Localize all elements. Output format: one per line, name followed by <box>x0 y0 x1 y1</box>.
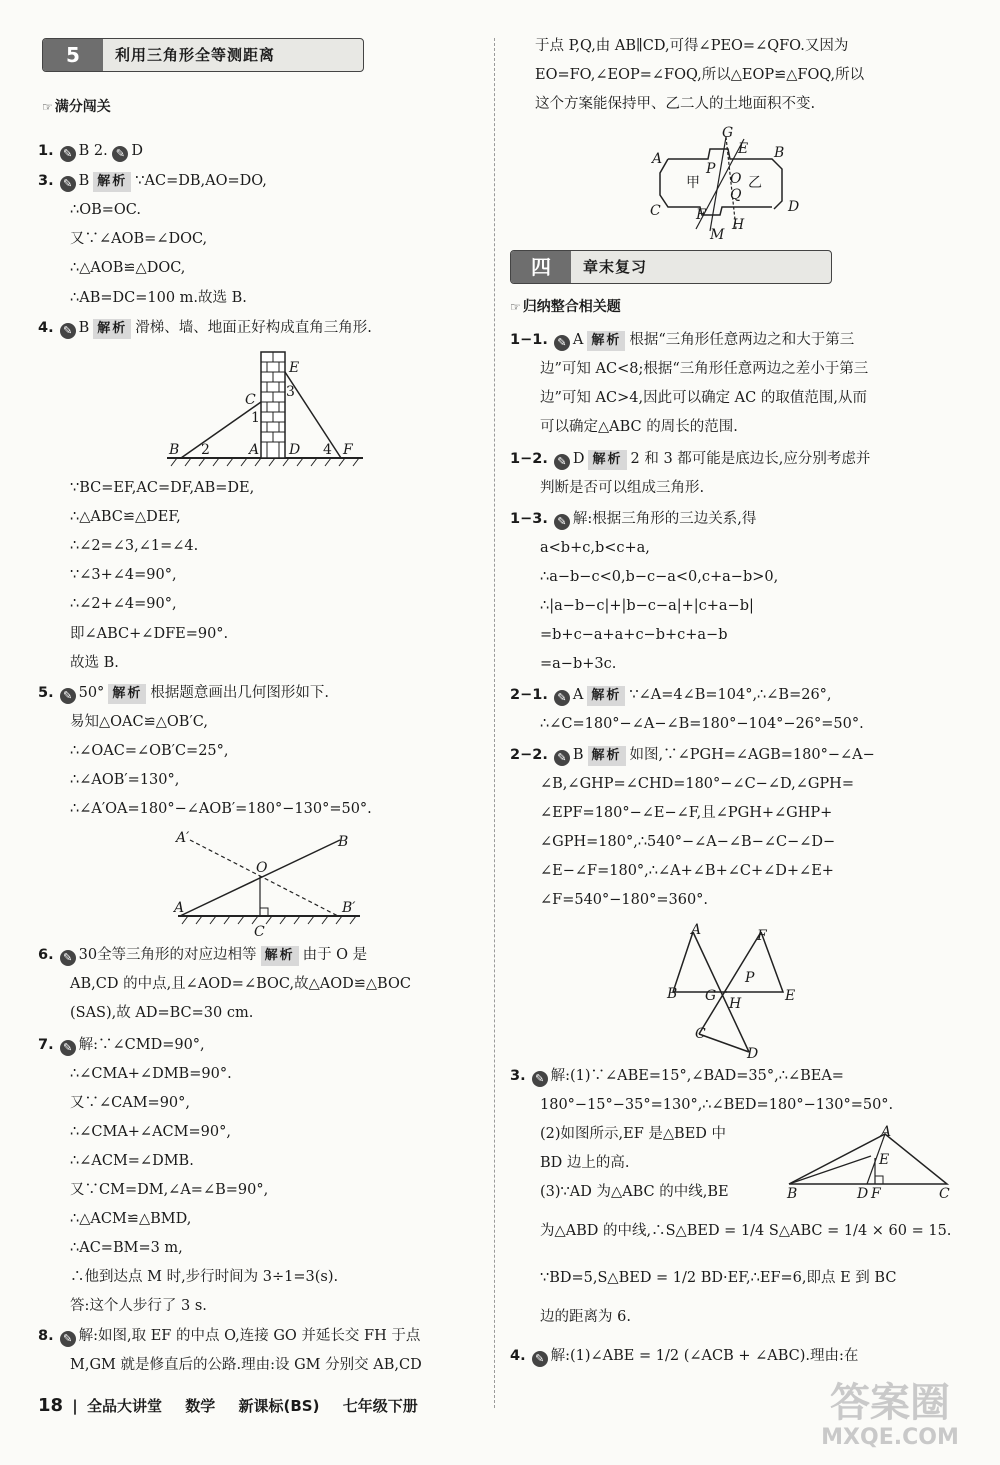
q4-label-4: 4 <box>323 442 332 458</box>
q4-label-2: 2 <box>201 442 210 458</box>
answer-line <box>540 890 708 910</box>
line-text: 故选 B. <box>70 655 119 671</box>
figure-q5-ladder <box>170 828 370 938</box>
line-text: 易知△OAC≌△OB′C, <box>70 714 208 730</box>
answer-line <box>70 624 228 644</box>
line-text: :如图,取 EF 的中点 O,连接 GO 并延长交 FH 于点 <box>93 1328 421 1344</box>
watermark-text: 答案圈 <box>830 1380 950 1426</box>
q8-label-yi: 乙 <box>748 175 762 191</box>
q8-label-m: M <box>710 227 725 243</box>
analysis-tag: 解析 <box>587 686 625 706</box>
line-text: 边的距离为 6. <box>540 1309 631 1325</box>
line-text: 即∠ABC+∠DFE=90°. <box>70 626 229 642</box>
answer-line <box>70 1093 190 1113</box>
answer-key-icon: ✎ <box>60 146 76 162</box>
answer-line <box>70 1267 338 1287</box>
q4-label-1: 1 <box>251 410 260 426</box>
answer-value: 解 <box>78 1328 94 1344</box>
line-text: ∠F=540°−180°=360°. <box>540 892 709 908</box>
column-divider <box>494 38 495 1408</box>
question-number: 1−1. <box>510 332 548 348</box>
answer-key-icon: ✎ <box>554 690 570 706</box>
analysis-tag: 解析 <box>588 450 626 470</box>
q4-label-f: F <box>343 442 353 458</box>
figure-q4-slide <box>165 350 365 470</box>
line-text: ∴AB=DC=100 m.故选 B. <box>70 290 247 306</box>
answer-line <box>540 654 616 674</box>
answer-key-icon: ✎ <box>60 1331 76 1347</box>
line-text: ∴AC=BM=3 m, <box>70 1240 183 1256</box>
line-text: ∴∠AOB′=130°, <box>70 772 180 788</box>
q4-label-3: 3 <box>286 384 295 400</box>
q5-label-b: B <box>338 834 349 850</box>
answer-line <box>70 507 181 527</box>
line-text-2: 由于 O 是 <box>302 947 368 963</box>
answer-line <box>540 1095 893 1115</box>
answer-line <box>540 1124 726 1144</box>
q4-label-a: A <box>249 442 260 458</box>
answer-line <box>38 1035 205 1056</box>
answer-line <box>70 974 411 994</box>
answer-line <box>510 449 870 470</box>
answer-key-icon: ✎ <box>60 323 76 339</box>
q8-label-p: P <box>706 161 716 177</box>
footer-brand: 全品大讲堂 <box>87 1397 163 1415</box>
answer-line <box>510 1066 844 1087</box>
question-number: 1−3. <box>510 511 548 527</box>
line-text: =a−b+3c. <box>540 656 617 672</box>
answer-key-icon: ✎ <box>554 335 570 351</box>
question-number: 5. <box>38 685 54 701</box>
line-text: 又∵∠AOB=∠DOC, <box>70 231 208 247</box>
fig3-label-d: D <box>857 1186 869 1202</box>
question-number: 3. <box>510 1068 526 1084</box>
analysis-tag: 解析 <box>93 319 131 339</box>
line-text: :(1)∠ABE = 1/2 (∠ACB + ∠ABC).理由:在 <box>565 1348 859 1364</box>
analysis-tag: 解析 <box>108 684 146 704</box>
line-text: ∴∠OAC=∠OB′C=25°, <box>70 743 229 759</box>
answer-key-icon: ✎ <box>532 1071 548 1087</box>
answer-value: 解 <box>78 1037 94 1053</box>
answer-line <box>38 945 367 966</box>
q8-label-q: Q <box>730 187 742 203</box>
watermark-url: MXQE.COM <box>821 1425 959 1450</box>
line-text: ∵BC=EF,AC=DF,AB=DE, <box>70 480 255 496</box>
line-text: ∵∠3+∠4=90°, <box>70 567 177 583</box>
answer-line <box>70 229 207 249</box>
line-text: AB,CD 的中点,且∠AOD=∠BOC,故△AOD≌△BOC <box>70 976 411 992</box>
answer-line <box>70 594 177 614</box>
q8-label-f: F <box>696 207 706 223</box>
fig22-label-p: P <box>745 970 755 986</box>
question-number: 2−2. <box>510 747 548 763</box>
q4-label-b: B <box>169 442 180 458</box>
answer-line <box>540 861 834 881</box>
line-text: 全等三角形的对应边相等 <box>97 947 257 963</box>
answer-line <box>70 1180 268 1200</box>
line-text: :∵∠CMD=90°, <box>93 1037 205 1053</box>
line-text: =b+c−a+a+c−b+c+a−b <box>540 627 728 643</box>
line-text: 为△ABD 的中线,∴S△BED = 1/4 S△ABC = 1/4 × 60 = 15. <box>540 1223 952 1239</box>
answer-line <box>540 596 754 616</box>
line-text: :根据三角形的三边关系,得 <box>587 511 757 527</box>
q8-label-b: B <box>774 145 785 161</box>
q8-label-jia: 甲 <box>686 175 700 191</box>
banner-title: 利用三角形全等测距离 <box>115 46 276 64</box>
answer-line <box>38 1326 420 1347</box>
line-text: ∴OB=OC. <box>70 202 141 218</box>
answer-line <box>540 774 854 794</box>
answer-key-icon: ✎ <box>532 1351 548 1367</box>
answer-key-icon: ✎ <box>112 146 128 162</box>
q8-label-e: E <box>738 141 749 157</box>
answer-line <box>510 509 756 530</box>
review-banner-number: 四 <box>511 251 571 283</box>
line-text: 这个方案能保持甲、乙二人的土地面积不变. <box>535 96 816 112</box>
line-text: ∠E−∠F=180°,∴∠A+∠B+∠C+∠D+∠E+ <box>540 863 834 879</box>
question-number: 3. <box>38 173 54 189</box>
line-text: ∴△ABC≌△DEF, <box>70 509 181 525</box>
answer-key-icon: ✎ <box>60 1040 76 1056</box>
answer-value: A <box>572 687 584 703</box>
answer-line <box>70 478 254 498</box>
line-text: 2 和 3 都可能是底边长,应分别考虑并 <box>630 451 871 467</box>
answer-line <box>38 171 267 192</box>
review-banner <box>510 250 832 284</box>
answer-line <box>540 625 728 645</box>
answer-key-icon: ✎ <box>554 514 570 530</box>
line-text: ∴他到达点 M 时,步行时间为 3÷1=3(s). <box>70 1269 339 1285</box>
answer-line <box>38 318 372 339</box>
line-text: BD 边上的高. <box>540 1155 630 1171</box>
answer-line <box>70 741 229 761</box>
line-text: EO=FO,∠EOP=∠FOQ,所以△EOP≌△FOQ,所以 <box>535 67 865 83</box>
answer-line <box>540 1221 951 1241</box>
answer-line <box>540 388 867 408</box>
q5-label-c: C <box>254 924 265 940</box>
answer-line <box>38 141 143 162</box>
answer-key-icon: ✎ <box>60 688 76 704</box>
answer-value: 30 <box>78 947 98 963</box>
analysis-tag: 解析 <box>588 746 626 766</box>
answer-line <box>70 799 372 819</box>
line-text: ∴∠C=180°−∠A−∠B=180°−104°−26°=50°. <box>540 716 864 732</box>
line-text: a<b+c,b<c+a, <box>540 540 650 556</box>
question-number: 4. <box>510 1348 526 1364</box>
answer-key-icon: ✎ <box>554 454 570 470</box>
answer-line <box>70 258 185 278</box>
q5-label-a: A <box>174 900 185 916</box>
line-text: ∠EPF=180°−∠E−∠F,且∠PGH+∠GHP+ <box>540 805 833 821</box>
site-watermark <box>790 1380 990 1460</box>
section-heading: ☞ 满分闯关 <box>42 96 111 116</box>
analysis-tag: 解析 <box>261 946 299 966</box>
answer-line <box>70 1122 231 1142</box>
fig22-label-c: C <box>695 1026 706 1042</box>
question-number: 4. <box>38 320 54 336</box>
line-text: 判断是否可以组成三角形. <box>540 480 705 496</box>
q8-label-h: H <box>732 217 745 233</box>
figure-q3-triangle <box>785 1122 960 1200</box>
answer-line <box>70 536 198 556</box>
line-text: ∴∠CMA+∠ACM=90°, <box>70 1124 231 1140</box>
fig22-label-b: B <box>667 986 678 1002</box>
line-text: ∵∠A=4∠B=104°,∴∠B=26°, <box>629 687 832 703</box>
answer-line <box>70 712 208 732</box>
line-text: 又∵∠CAM=90°, <box>70 1095 191 1111</box>
q8-label-a: A <box>652 151 663 167</box>
answer-value: D <box>572 451 585 467</box>
line-text: 答:这个人步行了 3 s. <box>70 1298 207 1314</box>
answer-line <box>70 653 119 673</box>
figure-q8-land <box>650 125 810 243</box>
page-footer: 18 | 全品大讲堂 数学 新课标(BS) 七年级下册 <box>38 1395 418 1416</box>
line-text: 可以确定△ABC 的周长的范围. <box>540 419 738 435</box>
line-text: 又∵CM=DM,∠A=∠B=90°, <box>70 1182 269 1198</box>
answer-line <box>540 1307 631 1327</box>
answer-line <box>540 1268 896 1288</box>
line-text: 180°−15°−35°=130°,∴∠BED=180°−130°=50°. <box>540 1097 894 1113</box>
answer-line <box>540 714 864 734</box>
answer-line <box>535 94 815 114</box>
answer-line <box>540 359 868 379</box>
answer-line <box>70 1296 207 1316</box>
q8-label-o: O <box>730 171 742 187</box>
line-text: ∵BD=5,S△BED = 1/2 BD·EF,∴EF=6,即点 E 到 BC <box>540 1270 897 1286</box>
line-text: 根据题意画出几何图形如下. <box>150 685 329 701</box>
answer-value: 解 <box>550 1348 566 1364</box>
answer-line <box>540 567 778 587</box>
answer-value: B <box>78 173 90 189</box>
line-text: (3)∵AD 为△ABC 的中线,BE <box>540 1184 729 1200</box>
answer-line <box>540 538 650 558</box>
line-text: ∴∠CMA+∠DMB=90°. <box>70 1066 232 1082</box>
question-number: 6. <box>38 947 54 963</box>
line-text: ∴∠ACM=∠DMB. <box>70 1153 194 1169</box>
line-text: ∴∠2+∠4=90°, <box>70 596 177 612</box>
line-text: 2. <box>89 143 113 159</box>
line-text: 如图,∵∠PGH=∠AGB=180°−∠A− <box>629 747 875 763</box>
fig22-label-d: D <box>747 1046 759 1062</box>
answer-value: B <box>572 747 584 763</box>
answer-line <box>70 1151 194 1171</box>
q8-label-d: D <box>788 199 800 215</box>
line-text: ∴∠A′OA=180°−∠AOB′=180°−130°=50°. <box>70 801 372 817</box>
line-text: 于点 P,Q,由 AB∥CD,可得∠PEO=∠QFO.又因为 <box>535 38 849 54</box>
answer-line <box>510 1346 858 1367</box>
line-text: ∵AC=DB,AO=DO, <box>135 173 267 189</box>
answer-key-icon: ✎ <box>60 176 76 192</box>
q5-label-o: O <box>256 860 268 876</box>
line-text: 边”可知 AC>4,因此可以确定 AC 的取值范围,从而 <box>540 390 867 406</box>
answer-line <box>540 1153 630 1173</box>
q4-label-d: D <box>289 442 301 458</box>
line-text: ∴△ACM≌△BMD, <box>70 1211 192 1227</box>
line-text: (SAS),故 AD=BC=30 cm. <box>70 1005 254 1021</box>
line-text: 边”可知 AC<8;根据“三角形任意两边之差小于第三 <box>540 361 869 377</box>
fig3-label-e: E <box>879 1152 890 1168</box>
line-text: ∠GPH=180°,∴540°−∠A−∠B−∠C−∠D− <box>540 834 836 850</box>
review-section-heading: ☞ 归纳整合相关题 <box>510 296 621 316</box>
answer-line <box>540 1182 729 1202</box>
answer-line <box>70 1003 253 1023</box>
footer-grade: 七年级下册 <box>342 1397 418 1415</box>
answer-value: 解 <box>550 1068 566 1084</box>
answer-line <box>540 803 832 823</box>
footer-subject: 数学 <box>185 1397 216 1415</box>
answer-line <box>535 65 864 85</box>
question-number: 7. <box>38 1037 54 1053</box>
review-banner-title: 章末复习 <box>583 258 648 276</box>
chapter-banner <box>42 38 364 72</box>
line-text: ∠B,∠GHP=∠CHD=180°−∠C−∠D,∠GPH= <box>540 776 854 792</box>
answer-line <box>70 1355 422 1375</box>
fig22-label-a: A <box>691 922 702 938</box>
q4-label-e: E <box>289 360 300 376</box>
q4-label-c: C <box>245 392 256 408</box>
line-text: (2)如图所示,EF 是△BED 中 <box>540 1126 727 1142</box>
footer-edition: 新课标(BS) <box>238 1397 320 1415</box>
answer-value: B <box>78 143 90 159</box>
answer-line <box>540 417 738 437</box>
answer-line <box>38 683 329 704</box>
fig3-label-c: C <box>939 1186 950 1202</box>
line-text: M,GM 就是修直后的公路.理由:设 GM 分别交 AB,CD <box>70 1357 422 1373</box>
answer-value: 50° <box>78 685 105 701</box>
question-number: 8. <box>38 1328 54 1344</box>
line-text: ∴|a−b−c|+|b−c−a|+|c+a−b| <box>540 598 754 614</box>
line-text: :(1)∵∠ABE=15°,∠BAD=35°,∴∠BEA= <box>565 1068 844 1084</box>
line-text: 滑梯、墙、地面正好构成直角三角形. <box>135 320 372 336</box>
figure-2-2-triangles <box>665 924 805 1064</box>
analysis-tag: 解析 <box>587 331 625 351</box>
banner-number: 5 <box>43 39 103 71</box>
answer-line <box>70 1209 191 1229</box>
answer-line <box>70 1064 232 1084</box>
q8-label-g: G <box>722 125 734 141</box>
answer-line <box>540 478 704 498</box>
question-number: 1−2. <box>510 451 548 467</box>
answer-line <box>510 745 875 766</box>
line-text: ∴△AOB≌△DOC, <box>70 260 186 276</box>
answer-line <box>540 832 835 852</box>
answer-line <box>70 200 141 220</box>
answer-line <box>535 36 848 56</box>
page-number: 18 <box>38 1395 64 1416</box>
answer-value: B <box>78 320 90 336</box>
answer-line <box>510 330 854 351</box>
answer-key-icon: ✎ <box>60 950 76 966</box>
fig22-label-g: G <box>705 988 717 1004</box>
line-text: ∴∠2=∠3,∠1=∠4. <box>70 538 199 554</box>
q5-label-a1: A′ <box>176 830 190 846</box>
line-text: ∴a−b−c<0,b−c−a<0,c+a−b>0, <box>540 569 779 585</box>
answer-value-2: D <box>131 143 143 159</box>
fig22-label-h: H <box>729 996 742 1012</box>
fig3-label-a: A <box>881 1124 892 1140</box>
answer-line <box>70 565 177 585</box>
q8-label-c: C <box>650 203 661 219</box>
answer-line <box>510 685 832 706</box>
question-number: 2−1. <box>510 687 548 703</box>
answer-line <box>70 288 247 308</box>
fig3-label-f: F <box>871 1186 881 1202</box>
answer-key-icon: ✎ <box>554 750 570 766</box>
fig22-label-f: F <box>757 928 767 944</box>
answer-line <box>70 770 179 790</box>
answer-value: 解 <box>572 511 588 527</box>
line-text: 根据“三角形任意两边之和大于第三 <box>629 332 855 348</box>
q5-label-b1: B′ <box>342 900 356 916</box>
answer-value: A <box>572 332 584 348</box>
analysis-tag: 解析 <box>93 172 131 192</box>
question-number: 1. <box>38 143 54 159</box>
fig22-label-e: E <box>785 988 796 1004</box>
fig3-label-b: B <box>787 1186 798 1202</box>
answer-line <box>70 1238 183 1258</box>
